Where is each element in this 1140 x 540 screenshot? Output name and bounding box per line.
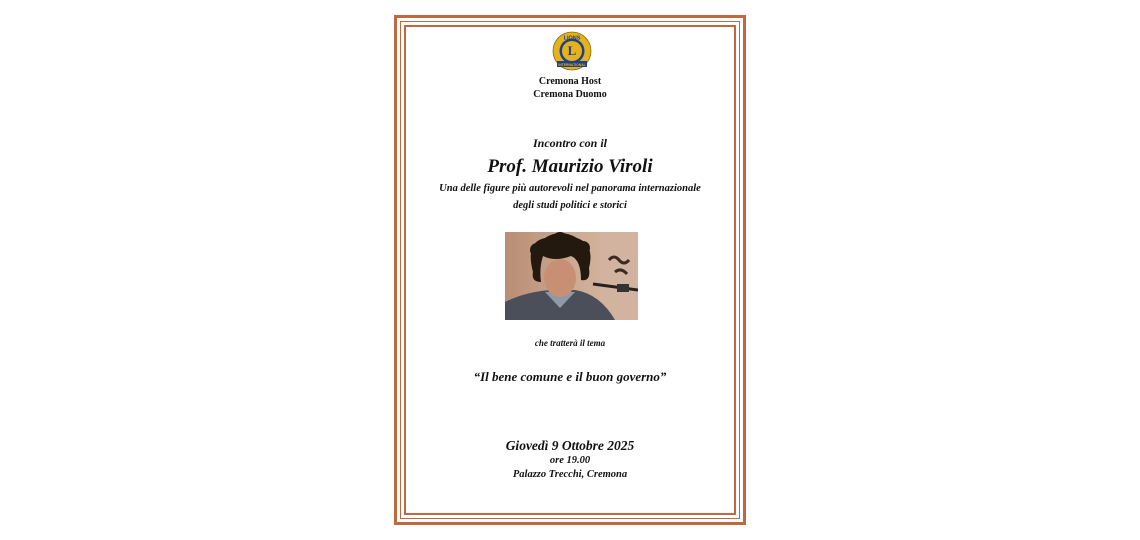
club-name-host: Cremona Host	[538, 76, 602, 87]
logo-letter: L	[567, 43, 577, 58]
description-line-1: Una delle figure più autorevoli nel panorama internazionale	[439, 183, 701, 194]
event-time: ore 19.00	[549, 455, 591, 466]
club-name-duomo: Cremona Duomo	[533, 89, 607, 100]
event-poster	[394, 15, 746, 525]
speaker-photo	[505, 232, 638, 320]
logo-text-top: LIONS	[563, 35, 581, 42]
logo-text-bottom: INTERNATIONAL	[558, 62, 586, 67]
intro-text: Incontro con il	[532, 136, 607, 150]
event-place: Palazzo Trecchi, Cremona	[512, 469, 628, 480]
poster-content	[397, 18, 743, 522]
subject-intro: che tratterà il tema	[534, 338, 606, 348]
speaker-name: Prof. Maurizio Viroli	[487, 156, 653, 177]
talk-topic: “Il bene comune e il buon governo”	[473, 369, 667, 384]
description-line-2: degli studi politici e storici	[513, 200, 627, 211]
lions-club-logo-icon	[550, 30, 594, 72]
event-date: Giovedì 9 Ottobre 2025	[505, 438, 635, 453]
